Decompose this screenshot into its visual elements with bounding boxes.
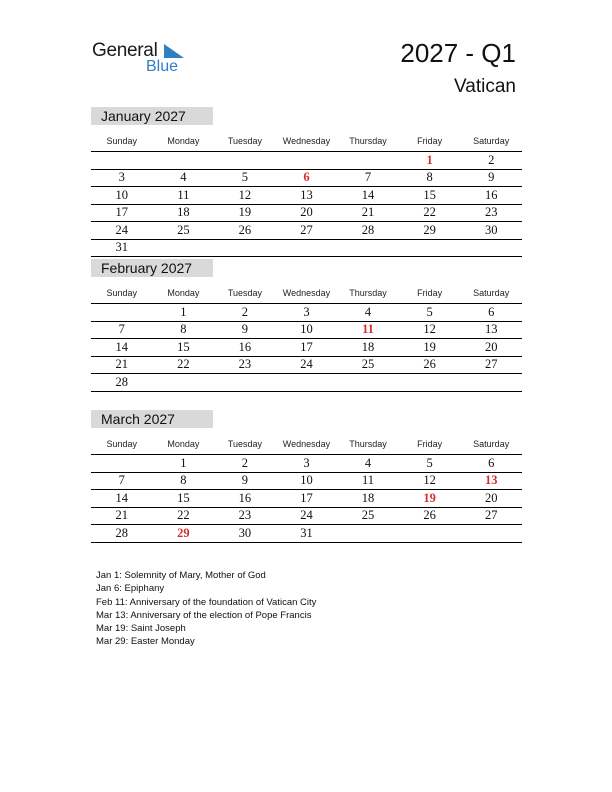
week-row [91,304,522,322]
weekday-header: Tuesday [227,287,262,298]
weekday-header: Saturday [473,135,510,146]
weekday-header: Friday [417,135,443,146]
weekday-header-row [91,433,522,455]
week-row [91,525,522,543]
day-cell: 13 [276,187,338,205]
day-cell: 21 [91,356,153,374]
day-cell: 7 [91,472,153,490]
day-cell: 31 [276,525,338,543]
day-cell [460,239,522,257]
holiday-day-cell: 6 [276,169,338,187]
day-cell: 5 [214,169,276,187]
month-calendar [91,107,522,257]
day-cell: 15 [153,490,215,508]
month-calendar [91,410,522,543]
day-cell: 3 [276,455,338,473]
day-cell: 23 [214,507,276,525]
day-cell: 10 [91,187,153,205]
weekday-header: Saturday [473,287,510,298]
day-cell [399,239,461,257]
day-cell: 12 [214,187,276,205]
month-label: January 2027 [91,107,213,125]
day-cell: 5 [399,455,461,473]
month-grid [91,282,522,392]
day-cell: 27 [460,356,522,374]
day-cell [276,374,338,392]
weekday-header: Friday [417,438,443,449]
day-cell: 28 [91,374,153,392]
week-row [91,472,522,490]
weekday-header-row [91,282,522,304]
day-cell: 9 [460,169,522,187]
weekday-header: Saturday [473,438,510,449]
day-cell: 3 [91,169,153,187]
day-cell [337,239,399,257]
day-cell: 31 [91,239,153,257]
day-cell: 22 [399,204,461,222]
weekday-header: Tuesday [227,438,262,449]
day-cell: 9 [214,472,276,490]
weekday-header: Friday [417,287,443,298]
day-cell [214,239,276,257]
week-row [91,222,522,240]
day-cell [91,304,153,322]
day-cell: 7 [337,169,399,187]
day-cell: 21 [337,204,399,222]
holiday-item: Mar 13: Anniversary of the election of Pope Francis [96,609,312,621]
holiday-item: Mar 19: Saint Joseph [96,623,186,635]
logo-triangle-icon [164,44,184,58]
day-cell: 15 [153,339,215,357]
day-cell: 4 [153,169,215,187]
day-cell: 9 [214,321,276,339]
weekday-header: Wednesday [282,135,331,146]
holiday-item: Feb 11: Anniversary of the foundation of Vatican City [96,596,317,608]
day-cell: 28 [337,222,399,240]
day-cell [91,455,153,473]
day-cell: 21 [91,507,153,525]
week-row [91,152,522,170]
day-cell: 17 [91,204,153,222]
day-cell [276,152,338,170]
holiday-item: Mar 29: Easter Monday [96,636,195,648]
day-cell: 18 [153,204,215,222]
weekday-header: Wednesday [282,438,331,449]
logo [92,40,202,80]
country-name: Vatican [454,76,516,97]
day-cell: 17 [276,490,338,508]
day-cell: 16 [214,339,276,357]
week-row [91,321,522,339]
day-cell [460,374,522,392]
day-cell: 4 [337,304,399,322]
day-cell: 16 [460,187,522,205]
day-cell [460,525,522,543]
day-cell: 29 [399,222,461,240]
week-row [91,204,522,222]
day-cell: 26 [399,507,461,525]
month-label: March 2027 [91,410,213,428]
day-cell: 22 [153,356,215,374]
day-cell: 15 [399,187,461,205]
week-row [91,187,522,205]
day-cell: 2 [460,152,522,170]
day-cell: 24 [91,222,153,240]
weekday-header: Sunday [106,438,138,449]
day-cell: 30 [460,222,522,240]
day-cell: 20 [276,204,338,222]
day-cell [337,152,399,170]
day-cell: 27 [276,222,338,240]
day-cell: 1 [153,455,215,473]
day-cell: 20 [460,339,522,357]
week-row [91,169,522,187]
day-cell [276,239,338,257]
day-cell: 13 [460,321,522,339]
weekday-header: Monday [167,287,200,298]
day-cell: 16 [214,490,276,508]
page-title: 2027 - Q1 [400,38,516,68]
day-cell: 5 [399,304,461,322]
day-cell: 20 [460,490,522,508]
month-grid [91,130,522,257]
weekday-header: Monday [167,438,200,449]
day-cell: 27 [460,507,522,525]
holiday-day-cell: 11 [337,321,399,339]
holiday-item: Jan 6: Epiphany [96,583,165,595]
holiday-day-cell: 19 [399,490,461,508]
weekday-header: Sunday [106,135,138,146]
day-cell: 25 [153,222,215,240]
day-cell [153,239,215,257]
day-cell: 24 [276,507,338,525]
day-cell: 3 [276,304,338,322]
day-cell: 6 [460,304,522,322]
day-cell: 12 [399,472,461,490]
month-grid [91,433,522,543]
holiday-day-cell: 29 [153,525,215,543]
logo-text-blue: Blue [146,58,179,75]
holiday-day-cell: 1 [399,152,461,170]
week-row [91,374,522,392]
day-cell: 17 [276,339,338,357]
weekday-header: Thursday [349,438,387,449]
day-cell: 10 [276,472,338,490]
day-cell [214,152,276,170]
day-cell: 11 [153,187,215,205]
holiday-list [96,569,316,649]
week-row [91,455,522,473]
day-cell: 23 [460,204,522,222]
day-cell: 14 [91,490,153,508]
day-cell: 1 [153,304,215,322]
weekday-header: Thursday [349,287,387,298]
day-cell [337,374,399,392]
day-cell: 11 [337,472,399,490]
day-cell: 14 [91,339,153,357]
day-cell: 14 [337,187,399,205]
weekday-header: Sunday [106,287,138,298]
day-cell: 6 [460,455,522,473]
week-row [91,239,522,257]
day-cell: 2 [214,455,276,473]
week-row [91,507,522,525]
day-cell: 26 [399,356,461,374]
week-row [91,356,522,374]
day-cell: 8 [399,169,461,187]
day-cell: 26 [214,222,276,240]
weekday-header: Wednesday [282,287,331,298]
day-cell: 22 [153,507,215,525]
day-cell [153,152,215,170]
day-cell: 4 [337,455,399,473]
day-cell: 10 [276,321,338,339]
day-cell: 2 [214,304,276,322]
day-cell: 8 [153,321,215,339]
logo-text-general: General [92,40,158,61]
day-cell [214,374,276,392]
day-cell [399,525,461,543]
holiday-item: Jan 1: Solemnity of Mary, Mother of God [96,570,266,581]
day-cell: 12 [399,321,461,339]
day-cell: 24 [276,356,338,374]
day-cell: 18 [337,490,399,508]
month-calendar [91,259,522,392]
day-cell [399,374,461,392]
day-cell: 25 [337,507,399,525]
day-cell: 19 [399,339,461,357]
day-cell: 18 [337,339,399,357]
day-cell: 23 [214,356,276,374]
day-cell: 7 [91,321,153,339]
month-label: February 2027 [91,259,213,277]
day-cell [91,152,153,170]
week-row [91,339,522,357]
day-cell: 25 [337,356,399,374]
day-cell [153,374,215,392]
day-cell: 8 [153,472,215,490]
day-cell: 30 [214,525,276,543]
day-cell: 19 [214,204,276,222]
weekday-header: Thursday [349,135,387,146]
day-cell: 28 [91,525,153,543]
week-row [91,490,522,508]
day-cell [337,525,399,543]
weekday-header-row [91,130,522,152]
weekday-header: Tuesday [227,135,262,146]
weekday-header: Monday [167,135,200,146]
holiday-day-cell: 13 [460,472,522,490]
